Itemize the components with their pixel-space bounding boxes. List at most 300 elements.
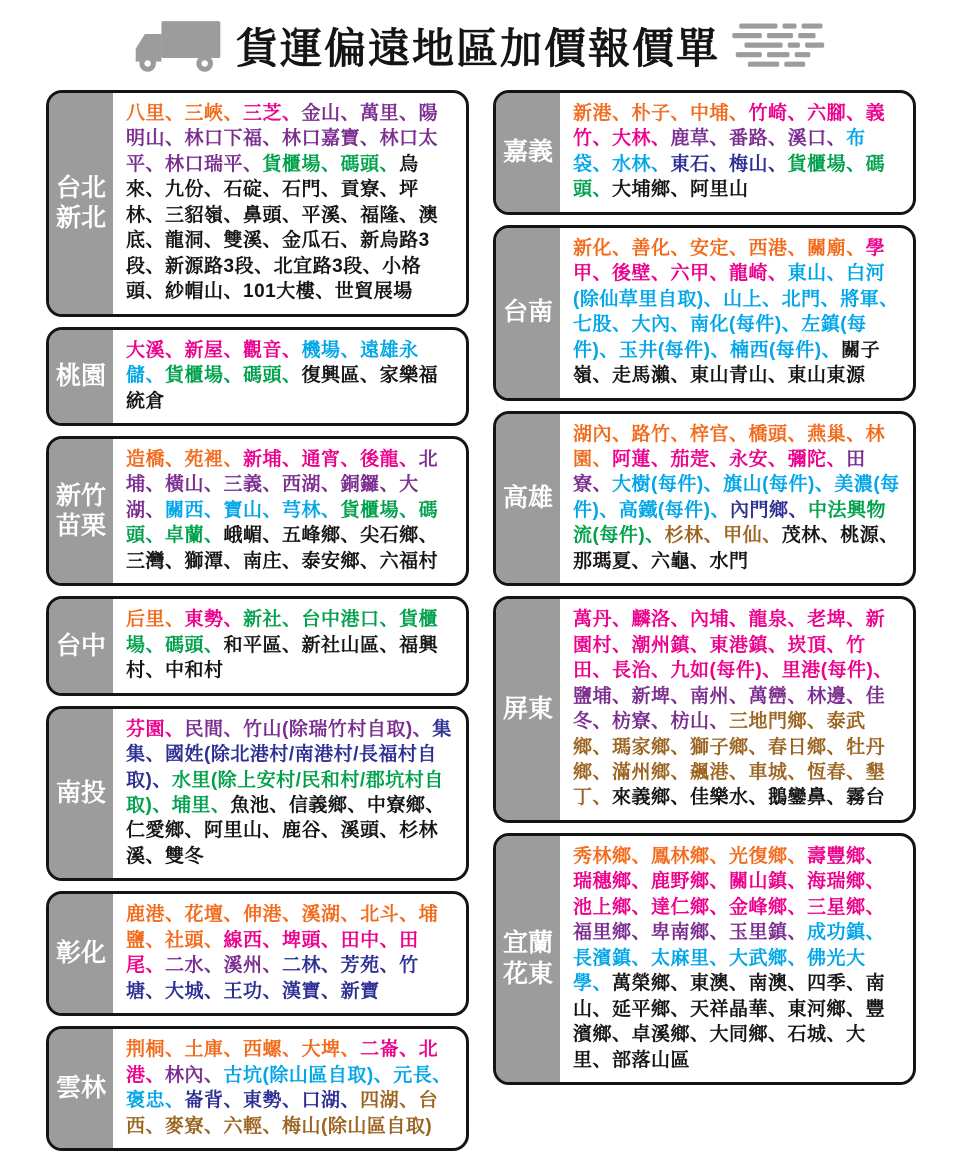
place-item: 南化(每件)、 (690, 314, 802, 336)
place-item: 銅鑼、 (340, 474, 400, 496)
place-item: 麟洛、 (631, 609, 691, 631)
place-item: 壽豐鄉、 (807, 845, 886, 867)
place-item: 龍崎、 (729, 263, 788, 285)
place-item: 新源路3段、 (165, 255, 274, 277)
place-item: 漢寶、 (282, 980, 341, 1002)
place-item: 新烏路3段、 (126, 230, 430, 277)
place-item: 林口瑞平、 (165, 153, 263, 175)
place-item: 六腳、 (807, 103, 866, 124)
place-item: 鹿野鄉、 (651, 871, 730, 893)
place-item: 卓蘭、 (165, 525, 224, 547)
place-item: 高鐵(每件)、 (618, 499, 730, 521)
region-items (113, 93, 466, 314)
place-item: 新埔、 (243, 448, 302, 470)
place-item: 旗山(每件)、 (723, 474, 835, 496)
place-item: 關西、 (165, 499, 224, 521)
place-item: 世貿展場 (334, 281, 413, 303)
place-item: 二林、 (282, 955, 341, 977)
place-item: 土庫、 (184, 1039, 244, 1061)
place-item: 墾丁、 (573, 761, 886, 809)
place-item: 溪州、 (223, 955, 283, 977)
place-item: 義竹、 (573, 103, 886, 150)
place-item: 白河(除仙草里自取)、 (573, 263, 886, 310)
place-item: 秀林鄉、 (573, 845, 652, 867)
place-item: 大林、 (612, 128, 671, 150)
place-item: 鹿港、 (126, 904, 185, 926)
place-item: 善化、 (631, 237, 691, 259)
place-item: 鹿草、 (670, 128, 730, 150)
place-item: 湖內、 (573, 423, 632, 445)
place-item: 佳冬、 (573, 685, 886, 733)
place-item: 后里、 (126, 609, 185, 631)
place-item: 芬園、 (126, 718, 185, 740)
place-item: 坪林、 (126, 179, 419, 226)
place-item: 田尾、 (126, 929, 419, 977)
column-left (46, 90, 469, 1161)
place-item: 金峰鄉、 (729, 896, 808, 918)
place-item: 二水、 (165, 955, 224, 977)
place-item: 梓官、 (690, 423, 749, 445)
place-item: 集集、 (126, 718, 452, 766)
place-item: 大里、 (573, 1024, 866, 1071)
place-item: 小格頭、 (126, 255, 422, 303)
place-item: 竹崎、 (748, 103, 808, 124)
place-item: 六福村 (379, 550, 439, 572)
place-item: 春日鄉、 (768, 736, 847, 758)
place-item: 天祥晶華、 (690, 998, 788, 1020)
place-item: 東港鎮、 (709, 634, 788, 656)
place-item: 六甲、 (670, 263, 730, 285)
place-item: 三峽、 (184, 103, 244, 124)
place-item: 石城、 (787, 1024, 847, 1046)
place-item: 線西、 (223, 929, 283, 951)
place-item: 中寮鄉、 (366, 794, 445, 816)
place-item: 中和村 (165, 660, 224, 682)
place-item: 遠雄永儲、 (126, 339, 419, 387)
place-item: 鹽埔、 (573, 685, 632, 707)
place-item: 三芝、 (243, 103, 302, 124)
place-item: 寶山、 (223, 499, 283, 521)
place-item: 貨櫃場、 (787, 153, 866, 175)
place-item: 民間、 (184, 718, 244, 740)
place-item: 杉林、 (664, 525, 724, 547)
place-item: 新社、 (243, 609, 302, 631)
place-item: 中法興物流(每件)、 (573, 499, 887, 547)
place-item: 麥寮、 (165, 1115, 224, 1137)
place-item: 四季、 (807, 973, 866, 995)
place-item: 芎林、 (282, 499, 341, 521)
place-item: 萬里、 (360, 103, 419, 124)
place-item: 六輕、 (223, 1115, 283, 1137)
region-items (560, 93, 913, 212)
place-item: 飆港、 (690, 761, 749, 783)
place-item: 貨櫃場、 (340, 499, 419, 521)
place-item: 機場、 (301, 339, 361, 361)
place-item: 山上、 (723, 288, 782, 310)
place-item: 埔鹽、 (126, 904, 439, 951)
region-box (493, 225, 916, 401)
place-item: 東河鄉、 (787, 998, 866, 1020)
place-item: 關廟、 (807, 237, 866, 259)
place-item: 燕巢、 (807, 423, 866, 445)
place-item: 石碇、 (223, 179, 283, 201)
place-item: 長治、 (612, 660, 671, 682)
column-right (493, 90, 916, 1161)
place-item: 大樹(每件)、 (612, 474, 724, 496)
place-item: 卑南鄉、 (651, 922, 730, 944)
place-item: 彌陀、 (787, 448, 847, 470)
place-item: 大武鄉、 (729, 947, 808, 969)
place-item: 三地門鄉、 (729, 711, 827, 733)
place-item: 楠西(每件)、 (729, 339, 842, 361)
place-item: 西湖、 (282, 474, 341, 496)
region-label: 屏東 (496, 599, 560, 820)
place-item: 東勢、 (243, 1090, 302, 1112)
place-item: 三貂嶺、 (165, 204, 244, 226)
place-item: 那瑪夏、 (573, 550, 652, 572)
place-item: 二崙、 (360, 1039, 419, 1061)
place-item: 鳳林鄉、 (651, 845, 730, 867)
place-item: 崁頂、 (787, 634, 847, 656)
place-item: 六龜、 (651, 550, 710, 572)
place-item: 玉里鎮、 (729, 922, 808, 944)
place-item: 萬榮鄉、 (612, 973, 691, 995)
place-item: 溪湖、 (301, 904, 361, 926)
truck-icon (132, 17, 224, 75)
place-item: 王功、 (223, 980, 283, 1002)
place-item: 西港、 (748, 237, 808, 259)
place-item: 橋頭、 (748, 423, 808, 445)
place-item: 三義、 (223, 474, 283, 496)
place-item: 阿里山、 (204, 820, 283, 842)
region-items (113, 439, 466, 583)
place-item: 枋寮、 (612, 711, 671, 733)
place-item: 北宜路3段、 (273, 255, 383, 277)
place-item: 梅山、 (729, 153, 788, 175)
place-item: 大埔鄉、 (612, 179, 691, 201)
place-item: 牡丹鄉、 (573, 736, 886, 783)
place-item: 新港、 (573, 103, 632, 124)
place-item: 將軍、 (840, 288, 899, 310)
place-item: 龍泉、 (748, 609, 808, 631)
place-item: 延平鄉、 (612, 998, 691, 1020)
place-item: 貢寮、 (340, 179, 400, 201)
place-item: 南澳、 (748, 973, 808, 995)
place-item: 佛光大學、 (573, 947, 866, 995)
place-item: 田寮、 (573, 448, 866, 496)
place-item: 朴子、 (631, 103, 691, 124)
region-items (113, 894, 466, 1013)
place-item: 瑪家鄉、 (612, 736, 691, 758)
place-item: 田中、 (340, 929, 400, 951)
place-item: 大同鄉、 (709, 1024, 788, 1046)
region-box (493, 90, 916, 215)
region-box (493, 596, 916, 823)
place-item: 魚池、 (230, 794, 289, 816)
place-item: 南山、 (573, 973, 886, 1020)
place-item: 東勢、 (184, 609, 244, 631)
place-item: 桃源、 (840, 525, 899, 547)
place-item: 紗帽山、 (165, 281, 244, 303)
place-item: 老埤、 (807, 609, 866, 631)
place-item: 東山青山、 (690, 365, 788, 387)
place-item: 大湖、 (126, 474, 419, 521)
place-item: 北港、 (126, 1039, 439, 1086)
place-item: 布袋、 (573, 128, 866, 175)
place-item: 大城、 (165, 980, 224, 1002)
region-items (560, 836, 913, 1082)
place-item: 造橋、 (126, 448, 185, 470)
place-item: 番路、 (729, 128, 788, 150)
place-item: 台西、 (126, 1090, 439, 1137)
place-item: 林口太平、 (126, 128, 439, 175)
place-item: 阿蓮、 (612, 448, 671, 470)
place-item: 太麻里、 (651, 947, 730, 969)
place-item: 學甲、 (573, 237, 886, 285)
place-item: 元長、 (393, 1064, 452, 1086)
place-item: 七股、 (573, 314, 632, 336)
place-item: 東山東源 (787, 365, 866, 387)
place-item: 後壁、 (612, 263, 671, 285)
place-item: 九如(每件)、 (670, 660, 782, 682)
region-label: 台中 (49, 599, 113, 692)
place-item: 安定、 (690, 237, 749, 259)
place-item: 林口下福、 (184, 128, 283, 150)
place-item: 101大樓、 (243, 281, 335, 303)
region-items (560, 414, 913, 584)
place-item: 竹山(除瑞竹村自取)、 (243, 718, 433, 740)
place-item: 萬丹、 (573, 609, 632, 631)
place-item: 福興村、 (126, 634, 439, 682)
region-label: 彰化 (49, 894, 113, 1013)
place-item: 水門 (709, 550, 749, 572)
place-item: 福里鄉、 (573, 922, 652, 944)
place-item: 家樂福統倉 (126, 365, 439, 412)
place-item: 國姓(除北港村/南港村/長福村自取)、 (126, 744, 437, 791)
place-item: 泰武鄉、 (573, 711, 866, 758)
region-box (46, 436, 469, 586)
region-label: 宜蘭 花東 (496, 836, 560, 1082)
place-item: 碼頭、 (165, 634, 224, 656)
place-item: 九份、 (165, 179, 224, 201)
place-item: 碼頭、 (243, 365, 302, 387)
place-item: 口湖、 (301, 1090, 361, 1112)
region-box (46, 596, 469, 695)
place-item: 陽明山、 (126, 103, 439, 150)
place-item: 觀音、 (243, 339, 302, 361)
place-item: 北埔、 (126, 448, 439, 496)
place-item: 福隆、 (360, 204, 419, 226)
place-item: 貨櫃場、 (262, 153, 341, 175)
region-label: 桃園 (49, 330, 113, 423)
region-label: 高雄 (496, 414, 560, 584)
place-item: 貨櫃場、 (165, 365, 244, 387)
place-item: 荆桐、 (126, 1039, 185, 1061)
region-label: 雲林 (49, 1029, 113, 1148)
place-item: 芳苑、 (340, 955, 400, 977)
place-item: 東山、 (787, 263, 847, 285)
place-item: 豐濱鄉、 (573, 998, 886, 1046)
place-item: 信義鄉、 (288, 794, 367, 816)
place-item: 復興區、 (301, 365, 380, 387)
place-item: 碼頭、 (573, 153, 886, 201)
place-item: 關子嶺、 (573, 339, 881, 387)
header (0, 0, 960, 86)
place-item: 新社山區、 (301, 634, 400, 656)
place-item: 瑞穗鄉、 (573, 871, 652, 893)
place-item: 西螺、 (243, 1039, 302, 1061)
place-item: 竹塘、 (126, 955, 419, 1002)
place-item: 澳底、 (126, 204, 439, 252)
region-label: 南投 (49, 709, 113, 879)
place-item: 大內、 (631, 314, 691, 336)
region-items (113, 599, 466, 692)
place-item: 橫山、 (165, 474, 224, 496)
place-item: 金山、 (301, 103, 361, 124)
place-item: 中埔、 (690, 103, 749, 124)
place-item: 仁愛鄉、 (126, 820, 205, 842)
place-item: 古坑(除山區自取)、 (223, 1064, 394, 1086)
place-item: 卓溪鄉、 (631, 1024, 710, 1046)
place-item: 龍洞、 (165, 230, 224, 252)
region-box (46, 706, 469, 882)
place-item: 茂林、 (781, 525, 841, 547)
place-item: 鼻頭、 (243, 204, 302, 226)
region-items (113, 1029, 466, 1148)
place-item: 里港(每件)、 (781, 660, 893, 682)
place-item: 新化、 (573, 237, 632, 259)
place-item: 溪口、 (787, 128, 847, 150)
place-item: 成功鎮、 (807, 922, 886, 944)
place-item: 後龍、 (360, 448, 419, 470)
place-item: 萬巒、 (748, 685, 808, 707)
place-item: 新埤、 (631, 685, 691, 707)
place-item: 東澳、 (690, 973, 749, 995)
place-item: 車城、 (748, 761, 808, 783)
place-item: 左鎮(每件)、 (573, 314, 867, 361)
place-item: 長濱鎮、 (573, 947, 652, 969)
place-item: 杉林溪、 (126, 820, 439, 867)
place-item: 林內、 (165, 1064, 224, 1086)
place-item: 社頭、 (165, 929, 224, 951)
place-item: 埔里、 (171, 794, 231, 816)
place-item: 新寶 (340, 980, 380, 1002)
region-label: 台北 新北 (49, 93, 113, 314)
place-item: 池上鄉、 (573, 896, 652, 918)
place-item: 峨嵋、 (223, 525, 283, 547)
place-item: 泰安鄉、 (301, 550, 380, 572)
place-item: 獅子鄉、 (690, 736, 769, 758)
place-item: 埤頭、 (282, 929, 341, 951)
place-item: 新屋、 (184, 339, 244, 361)
region-label: 嘉義 (496, 93, 560, 212)
place-item: 永安、 (729, 448, 788, 470)
place-item: 三灣、 (126, 550, 185, 572)
place-item: 海瑞鄉、 (807, 871, 886, 893)
place-item: 達仁鄉、 (651, 896, 730, 918)
region-items (560, 228, 913, 398)
place-item: 大埤、 (301, 1039, 361, 1061)
place-item: 內門鄉、 (729, 499, 808, 521)
place-item: 滿州鄉、 (612, 761, 691, 783)
place-item: 水林、 (612, 153, 671, 175)
place-item: 部落山區 (612, 1049, 691, 1071)
place-item: 台中港口、 (301, 609, 400, 631)
place-item: 水里(除上安村/民和村/郡坑村自取)、 (126, 769, 444, 816)
place-item: 碼頭、 (126, 499, 439, 547)
place-item: 內埔、 (690, 609, 749, 631)
place-item: 大溪、 (126, 339, 185, 361)
place-item: 通宵、 (301, 448, 361, 470)
place-item: 和平區、 (223, 634, 302, 656)
place-item: 竹田、 (573, 634, 866, 682)
place-item: 貨櫃場、 (126, 609, 439, 656)
place-item: 路竹、 (631, 423, 691, 445)
place-item: 烏來、 (126, 153, 419, 201)
place-item: 褒忠、 (126, 1090, 185, 1112)
place-item: 石門、 (282, 179, 341, 201)
place-item: 尖石鄉、 (360, 525, 439, 547)
region-grid (0, 86, 960, 1161)
place-item: 南庄、 (243, 550, 302, 572)
region-box (46, 327, 469, 426)
place-item: 甲仙、 (723, 525, 782, 547)
region-label: 新竹 苗栗 (49, 439, 113, 583)
place-item: 玉井(每件)、 (618, 339, 730, 361)
place-item: 霧台 (846, 787, 886, 809)
place-item: 來義鄉、 (612, 787, 691, 809)
place-item: 林口嘉寶、 (282, 128, 380, 150)
place-item: 佳樂水、 (690, 787, 769, 809)
region-label: 台南 (496, 228, 560, 398)
region-box (493, 411, 916, 587)
place-item: 北門、 (781, 288, 841, 310)
place-item: 獅潭、 (184, 550, 244, 572)
place-item: 走馬瀨、 (612, 365, 691, 387)
region-box (46, 90, 469, 317)
place-item: 梅山(除山區自取) (282, 1115, 433, 1137)
region-box (46, 1026, 469, 1151)
region-box (493, 833, 916, 1085)
place-item: 關山鎮、 (729, 871, 808, 893)
place-item: 三星鄉、 (807, 896, 886, 918)
place-item: 崙背、 (184, 1090, 244, 1112)
speed-lines-icon (732, 20, 828, 72)
place-item: 溪頭、 (340, 820, 400, 842)
place-item: 碼頭、 (340, 153, 400, 175)
place-item: 林邊、 (807, 685, 866, 707)
place-item: 伸港、 (243, 904, 302, 926)
page-title: 貨運偏遠地區加價報價單 (235, 25, 720, 72)
place-item: 鹿谷、 (282, 820, 341, 842)
place-item: 南州、 (690, 685, 749, 707)
place-item: 苑裡、 (184, 448, 244, 470)
place-item: 五峰鄉、 (282, 525, 361, 547)
place-item: 北斗、 (360, 904, 419, 926)
region-items (113, 709, 466, 879)
place-item: 八里、 (126, 103, 185, 124)
place-item: 林園、 (573, 423, 886, 470)
place-item: 花壇、 (184, 904, 244, 926)
place-item: 美濃(每件)、 (573, 474, 900, 521)
place-item: 阿里山 (690, 179, 749, 201)
place-item: 新園村、 (573, 609, 886, 656)
place-item: 雙溪、 (223, 230, 283, 252)
place-item: 枋山、 (670, 711, 730, 733)
place-item: 四湖、 (360, 1090, 419, 1112)
place-item: 光復鄉、 (729, 845, 808, 867)
place-item: 雙冬 (165, 845, 205, 867)
